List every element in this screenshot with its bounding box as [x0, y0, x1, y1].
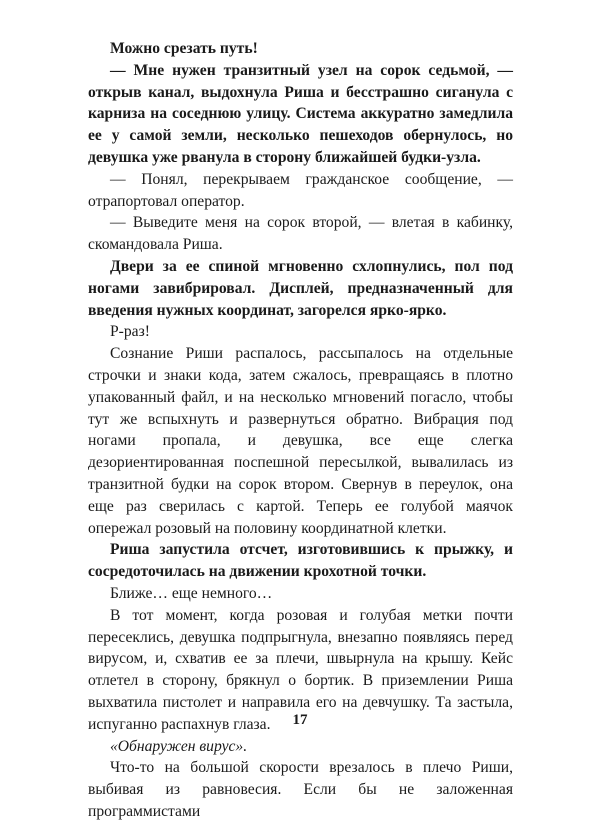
paragraph: — Мне нужен транзитный узел на сорок седьмой, — открыв канал, выдохнула Риша и бесстрашно сиганула с карниза на соседнюю улицу. Система аккуратно замедлила ее у самой земли, несколько пешеходов обернулось, но девушка уже рванула в сторону ближайшей будки-узла. [88, 61, 513, 166]
paragraph: — Выведите меня на сорок второй, — влетая в кабинку, скомандовала Риша. [88, 214, 513, 254]
page-number: 17 [292, 712, 308, 728]
paragraph: Ближе… еще немного… [110, 584, 273, 602]
paragraph: Р-раз! [110, 323, 150, 341]
paragraph: Риша запустила отсчет, изготовившись к прыжку, и сосредоточилась на движении крохотной точки. [88, 541, 513, 581]
paragraph: Двери за ее спиной мгновенно схлопнулись, пол под ногами завибрировал. Дисплей, предназначенный для введения нужных координат, загорелся ярко-ярко. [88, 257, 513, 319]
paragraph: «Обнаружен вирус». [110, 737, 248, 755]
paragraph: — Понял, перекрываем гражданское сообщение, — отрапортовал оператор. [88, 170, 513, 210]
paragraph: Что-то на большой скорости врезалось в плечо Риши, выбивая из равновесия. Если бы не заложенная программистами [88, 759, 513, 820]
body-text [88, 38, 513, 823]
paragraph: Сознание Риши распалось, рассыпалось на отдельные строчки и знаки кода, затем сжалось, превращаясь в плотно упакованный файл, и на несколько мгновений погасло, чтобы тут же вспыхнуть и развернуться обратно. Вибрация под ногами пропала, и девушка, все еще слегка дезориентированная поспешной пересылкой, вывалилась из транзитной будки на сорок втором. Свернув в переулок, она еще раз сверилась с картой. Теперь ее голубой маячок опережал розовый на половину координатной клетки. [88, 345, 513, 537]
paragraph: Можно срезать путь! [110, 40, 258, 57]
paragraph: В тот момент, когда розовая и голубая метки почти пересеклись, девушка подпрыгнула, внезапно появляясь перед вирусом, и, схватив ее за плечи, швырнула на крышу. Кейс отлетел в сторону, брякнул о бортик. В приземлении Риша выхватила пистолет и направила его на девчушку. Та застыла, испуганно распахнув глаза. [88, 606, 513, 733]
